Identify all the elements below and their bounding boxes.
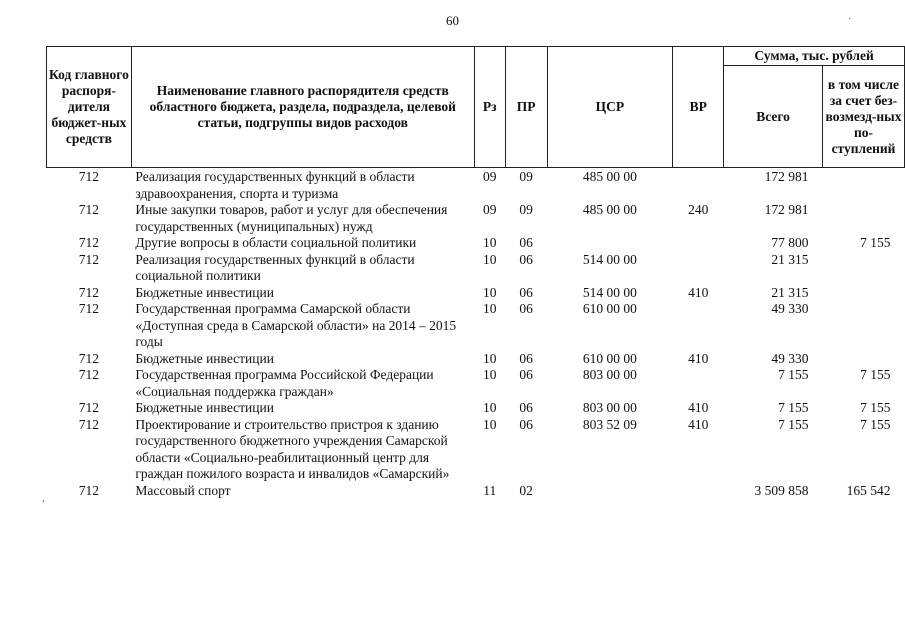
header-csr: ЦСР xyxy=(547,47,673,168)
table-row xyxy=(47,202,905,235)
cell-name: Государственная программа Российской Федерации «Социальная поддержка граждан» xyxy=(135,367,434,399)
cell-total: 172 981 xyxy=(764,169,809,184)
cell-csr: 610 00 00 xyxy=(582,301,637,316)
table-row xyxy=(47,235,905,252)
cell-pr: 06 xyxy=(519,367,533,382)
cell-rz: 10 xyxy=(482,235,497,250)
cell-vr: 240 xyxy=(688,202,709,217)
cell-total: 3 509 858 xyxy=(754,482,809,498)
cell-rz: 10 xyxy=(482,400,497,415)
cell-rz: 10 xyxy=(482,284,497,300)
cell-code: 712 xyxy=(78,169,100,184)
cell-rz: 10 xyxy=(482,416,497,432)
header-sum-group: Сумма, тыс. рублей xyxy=(724,47,905,66)
cell-incl xyxy=(823,351,905,368)
cell-pr: 06 xyxy=(519,416,533,432)
cell-name: Проектирование и строительство пристроя к зданию государственного бюджетного учреждения Самарской области «Социально-реабилитационный центр для граждан пожилого возраста и инвалидов «Самарский» xyxy=(135,416,450,481)
cell-vr xyxy=(673,301,724,351)
cell-rz: 10 xyxy=(482,251,497,267)
table-row xyxy=(47,168,905,203)
cell-pr: 06 xyxy=(519,301,533,316)
cell-pr: 06 xyxy=(519,350,533,366)
table-body xyxy=(47,168,905,500)
header-pr: ПР xyxy=(505,47,547,168)
cell-csr: 803 00 00 xyxy=(582,367,637,382)
cell-name: Реализация государственных функций в области социальной политики xyxy=(135,251,415,283)
cell-code: 712 xyxy=(78,235,100,250)
cell-vr: 410 xyxy=(688,350,709,366)
cell-code: 712 xyxy=(78,400,100,415)
cell-csr: 803 52 09 xyxy=(582,416,637,432)
table-row xyxy=(47,285,905,302)
cell-code: 712 xyxy=(78,367,100,382)
scan-mark: · xyxy=(848,14,852,25)
cell-total: 172 981 xyxy=(764,202,809,217)
cell-name: Массовый спорт xyxy=(135,482,231,498)
cell-incl xyxy=(823,202,905,235)
scan-mark: , xyxy=(42,493,45,504)
cell-pr: 06 xyxy=(519,400,533,415)
cell-total: 21 315 xyxy=(771,284,809,300)
cell-incl xyxy=(823,285,905,302)
cell-rz: 11 xyxy=(483,482,497,498)
cell-csr xyxy=(547,483,673,500)
cell-code: 712 xyxy=(78,350,100,366)
table-header xyxy=(47,47,905,168)
header-name: Наименование главного распорядителя средств областного бюджета, раздела, подраздела, целевой статьи, подгруппы видов расходов xyxy=(131,47,474,168)
table-row xyxy=(47,301,905,351)
header-code: Код главного распоря-дителя бюджет-ных средств xyxy=(47,47,132,168)
cell-csr: 803 00 00 xyxy=(582,400,637,415)
table-row xyxy=(47,400,905,417)
cell-vr: 410 xyxy=(688,284,709,300)
cell-pr: 06 xyxy=(519,251,533,267)
cell-name: Государственная программа Самарской области «Доступная среда в Самарской области» на 2014 – 2015 годы xyxy=(135,301,457,349)
cell-csr xyxy=(547,235,673,252)
cell-code: 712 xyxy=(78,202,100,217)
cell-vr: 410 xyxy=(688,416,709,432)
table-row xyxy=(47,483,905,500)
cell-name: Другие вопросы в области социальной политики xyxy=(135,235,417,250)
cell-csr: 485 00 00 xyxy=(582,202,637,217)
cell-incl: 7 155 xyxy=(860,235,891,250)
cell-total: 7 155 xyxy=(778,416,809,432)
cell-incl xyxy=(823,301,905,351)
cell-total: 7 155 xyxy=(778,367,809,382)
cell-rz: 10 xyxy=(482,367,497,382)
cell-incl xyxy=(823,168,905,203)
cell-name: Бюджетные инвестиции xyxy=(135,284,274,300)
cell-total: 77 800 xyxy=(771,235,809,250)
header-incl: в том числе за счет без-возмезд-ных по-ступлений xyxy=(823,66,905,168)
cell-rz: 09 xyxy=(482,169,497,184)
cell-code: 712 xyxy=(78,251,100,267)
cell-name: Иные закупки товаров, работ и услуг для обеспечения государственных (муниципальных) нужд xyxy=(135,202,448,234)
budget-table xyxy=(46,46,905,499)
cell-rz: 10 xyxy=(482,350,497,366)
cell-vr: 410 xyxy=(688,400,709,415)
table-row xyxy=(47,417,905,483)
table-row xyxy=(47,367,905,400)
cell-incl: 7 155 xyxy=(860,400,891,415)
cell-code: 712 xyxy=(78,284,100,300)
cell-code: 712 xyxy=(78,482,100,498)
cell-pr: 02 xyxy=(519,482,533,498)
cell-code: 712 xyxy=(78,416,100,432)
cell-name: Реализация государственных функций в области здравоохранения, спорта и туризма xyxy=(135,169,415,201)
cell-rz: 10 xyxy=(482,301,497,316)
cell-vr xyxy=(673,483,724,500)
cell-csr: 514 00 00 xyxy=(582,251,637,267)
table-row xyxy=(47,351,905,368)
table-row xyxy=(47,252,905,285)
cell-name: Бюджетные инвестиции xyxy=(135,400,274,415)
cell-pr: 06 xyxy=(519,235,533,250)
cell-pr: 09 xyxy=(519,202,533,217)
cell-incl: 165 542 xyxy=(846,482,891,498)
cell-incl: 7 155 xyxy=(860,416,891,432)
cell-vr xyxy=(673,252,724,285)
cell-incl xyxy=(823,252,905,285)
header-vr: ВР xyxy=(673,47,724,168)
cell-csr: 610 00 00 xyxy=(582,350,637,366)
cell-pr: 09 xyxy=(519,169,533,184)
cell-total: 49 330 xyxy=(771,301,809,316)
page-number: 60 xyxy=(446,13,459,28)
cell-pr: 06 xyxy=(519,284,533,300)
cell-vr xyxy=(673,367,724,400)
cell-name: Бюджетные инвестиции xyxy=(135,350,274,366)
cell-rz: 09 xyxy=(482,202,497,217)
cell-total: 49 330 xyxy=(771,350,809,366)
cell-total: 7 155 xyxy=(778,400,809,415)
cell-code: 712 xyxy=(78,301,100,316)
cell-csr: 485 00 00 xyxy=(582,169,637,184)
header-total: Всего xyxy=(724,66,823,168)
cell-csr: 514 00 00 xyxy=(582,284,637,300)
header-rz: Рз xyxy=(474,47,505,168)
cell-incl: 7 155 xyxy=(860,367,891,382)
cell-total: 21 315 xyxy=(771,251,809,267)
cell-vr xyxy=(673,168,724,203)
cell-vr xyxy=(673,235,724,252)
